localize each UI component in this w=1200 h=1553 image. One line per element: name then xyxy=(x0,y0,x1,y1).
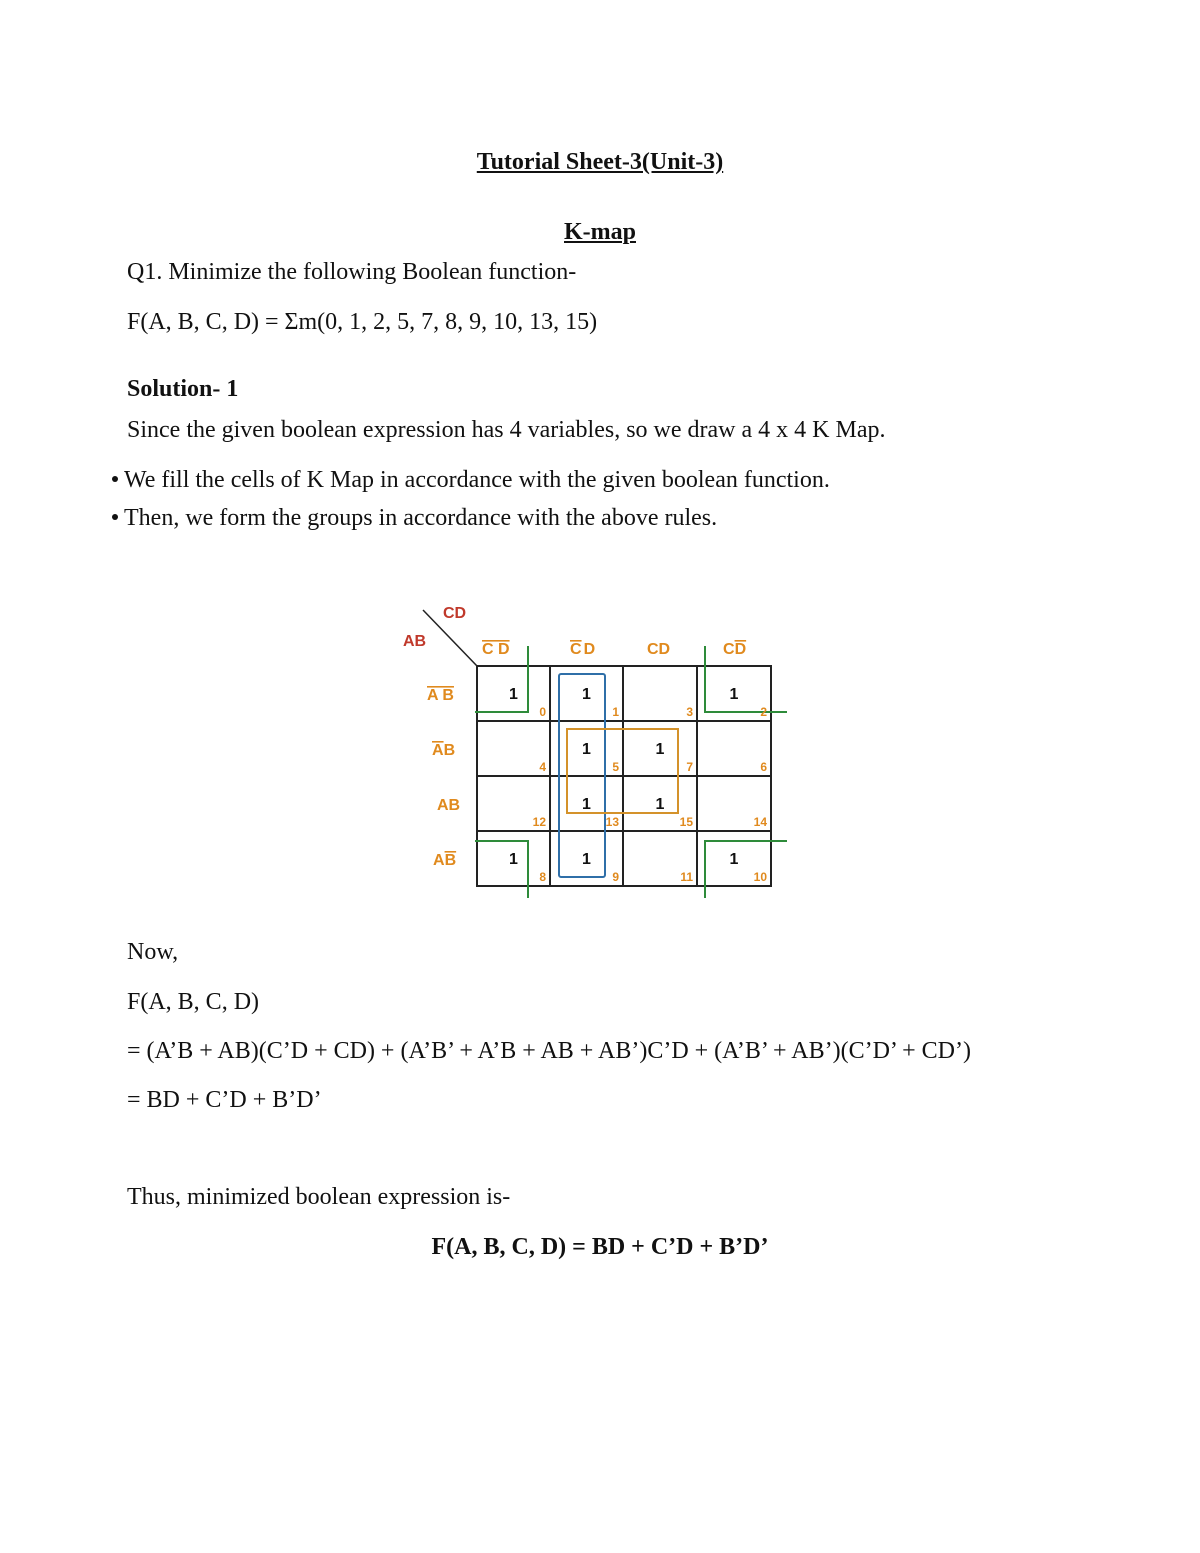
d-bar-part: D xyxy=(734,641,747,658)
now-text: Now, xyxy=(127,939,179,965)
cell-value: 1 xyxy=(729,686,739,703)
row-header-ab: AB xyxy=(437,797,461,814)
final-expression: F(A, B, C, D) = BD + C’D + B’D’ xyxy=(431,1234,769,1260)
function-definition: F(A, B, C, D) = Σm(0, 1, 2, 5, 7, 8, 9, 10, 13, 15) xyxy=(127,309,598,335)
row-header-a-bar-b-bar: A B xyxy=(427,687,454,704)
minterm-index: 2 xyxy=(760,705,767,719)
row-header-a-bar-b xyxy=(432,742,455,759)
derivation-step-2: = BD + C’D + B’D’ xyxy=(127,1087,322,1113)
minterm-index: 11 xyxy=(680,870,693,884)
c-bar-part: C xyxy=(570,641,582,658)
cell-value: 1 xyxy=(582,796,591,813)
col-header-c-bar-d-bar: C D xyxy=(482,641,510,658)
conclusion-text: Thus, minimized boolean expression is- xyxy=(127,1184,511,1210)
a-bar-part: A xyxy=(432,742,444,759)
col-header-c-bar-d xyxy=(570,641,595,658)
cell-value: 1 xyxy=(509,851,518,868)
green-corner-group xyxy=(475,646,787,898)
function-line: F(A, B, C, D) xyxy=(127,989,260,1015)
minterm-index: 9 xyxy=(612,870,619,884)
question-text: Q1. Minimize the following Boolean function- xyxy=(127,259,577,285)
minterm-index: 8 xyxy=(539,870,546,884)
col-header-cd: CD xyxy=(647,641,671,658)
bullet-item: We fill the cells of K Map in accordance with the given boolean function. xyxy=(112,466,830,494)
minterm-index: 1 xyxy=(612,705,619,719)
col-header-c-d-bar xyxy=(723,641,746,658)
section-subtitle: K-map xyxy=(564,219,636,245)
a-part: A xyxy=(433,852,445,869)
minterm-index: 15 xyxy=(679,815,693,829)
solution-heading: Solution- 1 xyxy=(127,376,239,402)
minterm-index: 12 xyxy=(532,815,546,829)
minterm-index: 10 xyxy=(753,870,767,884)
bullet-icon xyxy=(112,476,118,482)
cell-value: 1 xyxy=(655,796,665,813)
b-part: B xyxy=(443,742,456,759)
bullet-icon xyxy=(112,514,118,520)
cell-value: 1 xyxy=(582,686,591,703)
cell-value: 1 xyxy=(655,741,665,758)
minterm-index: 7 xyxy=(686,760,693,774)
k-map-grid xyxy=(477,666,771,886)
minterm-index: 3 xyxy=(686,705,693,719)
cell-value: 1 xyxy=(509,686,518,703)
minterm-index: 13 xyxy=(605,815,619,829)
minterm-index: 5 xyxy=(612,760,619,774)
cd-variable-label: CD xyxy=(443,605,467,622)
minterm-index: 6 xyxy=(760,760,767,774)
bullet-item: Then, we form the groups in accordance with the above rules. xyxy=(112,504,717,532)
green-bracket-bottom-left xyxy=(475,841,528,898)
page-title: Tutorial Sheet-3(Unit-3) xyxy=(476,149,724,175)
green-bracket-bottom-right xyxy=(705,841,787,898)
minterm-index: 4 xyxy=(539,760,546,774)
minterm-index: 14 xyxy=(753,815,767,829)
minterm-index: 0 xyxy=(539,705,546,719)
cell-value: 1 xyxy=(582,851,591,868)
k-map-cells xyxy=(509,686,767,884)
intro-text: Since the given boolean expression has 4 variables, so we draw a 4 x 4 K Map. xyxy=(127,417,886,443)
cell-value: 1 xyxy=(582,741,591,758)
ab-variable-label: AB xyxy=(403,633,427,650)
derivation-step-1: = (A’B + AB)(C’D + CD) + (A’B’ + A’B + AB + AB’)C’D + (A’B’ + AB’)(C’D’ + CD’) xyxy=(127,1038,971,1064)
k-map-diagram xyxy=(395,598,795,903)
b-bar-part: B xyxy=(444,852,457,869)
row-header-a-b-bar xyxy=(433,852,456,869)
d-part: D xyxy=(583,641,596,658)
c-part: C xyxy=(723,641,735,658)
cell-value: 1 xyxy=(729,851,739,868)
